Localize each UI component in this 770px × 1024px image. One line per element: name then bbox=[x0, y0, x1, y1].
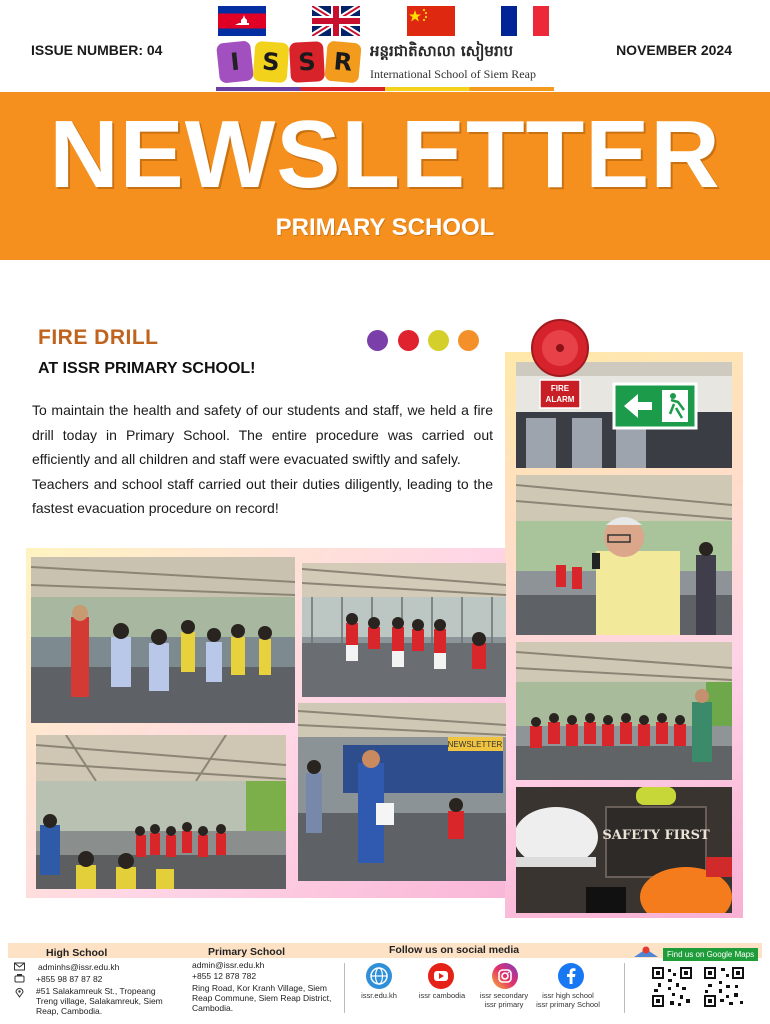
article-subtitle: AT ISSR PRIMARY SCHOOL! bbox=[38, 360, 256, 377]
article-title: FIRE DRILL bbox=[38, 326, 159, 349]
photo-children-walking bbox=[302, 563, 506, 697]
facebook-link[interactable]: issr high school issr primary School bbox=[536, 991, 600, 1009]
issue-number: ISSUE NUMBER: 04 bbox=[31, 42, 163, 58]
youtube-icon[interactable] bbox=[428, 963, 454, 989]
logo-school-name: International School of Siem Reap bbox=[370, 67, 536, 81]
photo-principal-speaking bbox=[516, 475, 732, 635]
photo-class-lined-up bbox=[516, 642, 732, 780]
france-flag-icon bbox=[501, 6, 549, 36]
high-school-email[interactable]: adminhs@issr.edu.kh bbox=[38, 962, 120, 972]
primary-school-phone: +855 12 878 782 bbox=[192, 971, 257, 981]
youtube-link[interactable]: issr cambodia bbox=[418, 991, 466, 1000]
dot bbox=[458, 330, 479, 351]
banner-title: NEWSLETTER bbox=[49, 101, 721, 208]
decorative-dots bbox=[367, 330, 487, 352]
svg-text:FIRE: FIRE bbox=[550, 384, 570, 393]
china-flag-icon bbox=[407, 6, 455, 36]
banner-subtitle: PRIMARY SCHOOL bbox=[275, 214, 495, 241]
dot bbox=[367, 330, 388, 351]
phone-icon bbox=[14, 973, 25, 984]
article-paragraph: To maintain the health and safety of our students and staff, we held a fire drill today in Primary School. The entire procedure was carried out efficiently and all children and staff were evacuated swiftly and safely. bbox=[32, 402, 493, 467]
high-school-heading: High School bbox=[46, 947, 108, 959]
logo-letter: S bbox=[253, 41, 290, 83]
article-body bbox=[32, 398, 493, 521]
photo-students-lined-up bbox=[31, 557, 295, 723]
newsletter-board-label: NEWSLETTER bbox=[447, 740, 503, 749]
footer bbox=[8, 943, 762, 1019]
footer-divider bbox=[624, 963, 625, 1013]
high-school-phone: +855 98 87 87 82 bbox=[36, 974, 103, 984]
photo-teacher-with-students bbox=[298, 703, 506, 881]
dot bbox=[398, 330, 419, 351]
instagram-icon[interactable] bbox=[492, 963, 518, 989]
qr-code[interactable] bbox=[650, 965, 694, 1009]
logo-color-bar bbox=[216, 87, 554, 91]
logo-letter: S bbox=[289, 41, 325, 83]
social-heading: Follow us on social media bbox=[389, 944, 520, 956]
high-school-address: #51 Salakamreuk St., Tropeang Treng village, Salakamreuk, Siem Reap, Cambodia. bbox=[36, 986, 163, 1016]
location-pin-icon bbox=[14, 987, 25, 998]
safety-first-sign: SAFETY FIRST bbox=[602, 828, 710, 843]
cambodia-flag-icon bbox=[218, 6, 266, 36]
website-link[interactable]: issr.edu.kh bbox=[361, 991, 397, 1000]
primary-school-heading: Primary School bbox=[208, 946, 286, 958]
dot bbox=[428, 330, 449, 351]
primary-school-address: Ring Road, Kor Kranh Village, Siem Reap Commune, Siem Reap District, Cambodia. bbox=[192, 983, 332, 1013]
fire-alarm-bell-icon bbox=[526, 318, 594, 410]
logo-khmer-name: អន្តរជាតិសាលា សៀមរាប bbox=[370, 42, 513, 60]
logo-letter: R bbox=[324, 41, 361, 84]
footer-divider bbox=[344, 963, 345, 1013]
logo-letter: I bbox=[216, 40, 254, 83]
globe-icon[interactable] bbox=[366, 963, 392, 989]
photo-assembly-under-canopy bbox=[36, 735, 286, 889]
svg-text:ALARM: ALARM bbox=[545, 395, 575, 404]
primary-school-email[interactable]: admin@issr.edu.kh bbox=[192, 960, 265, 970]
qr-code[interactable] bbox=[702, 965, 746, 1009]
issr-logo bbox=[216, 40, 554, 92]
article-paragraph: Teachers and school staff carried out their duties diligently, leading to the fastest evacuation procedure on record! bbox=[32, 475, 493, 516]
facebook-icon[interactable] bbox=[558, 963, 584, 989]
email-icon bbox=[14, 961, 25, 972]
newsletter-banner bbox=[0, 92, 770, 260]
issue-date: NOVEMBER 2024 bbox=[616, 42, 732, 58]
maps-pin-icon bbox=[632, 945, 660, 959]
photo-safety-first bbox=[516, 787, 732, 913]
google-maps-badge[interactable]: Find us on Google Maps bbox=[663, 948, 758, 961]
uk-flag-icon bbox=[312, 6, 360, 36]
instagram-link[interactable]: issr secondary issr primary bbox=[479, 991, 529, 1009]
